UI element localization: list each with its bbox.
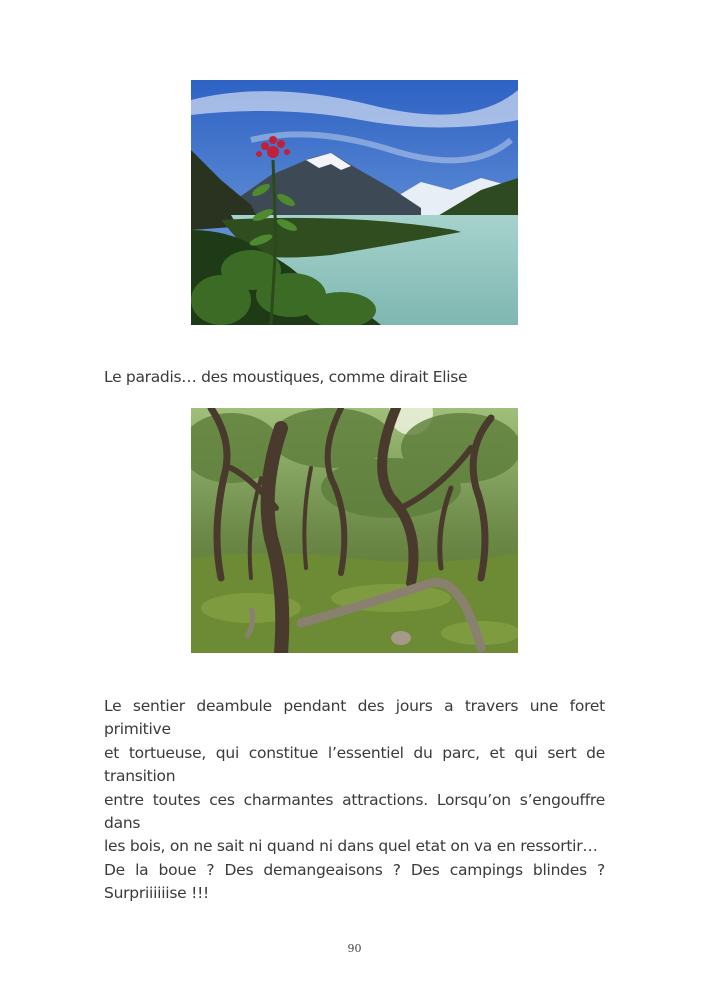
- body-line: les bois, on ne sait ni quand ni dans quel etat on va en ressortir…: [104, 837, 598, 856]
- body-line: Le sentier deambule pendant des jours a travers une foret primitive: [104, 697, 605, 739]
- forest-photo: [191, 408, 518, 653]
- body-line: et tortueuse, qui constitue l’essentiel du parc, et qui sert de transition: [104, 743, 605, 786]
- page-number: 90: [347, 942, 362, 955]
- lake-mountain-photo: [191, 80, 518, 325]
- forest-image: [191, 408, 518, 653]
- body-paragraph: [104, 695, 605, 906]
- lake-mountain-image: [191, 80, 518, 325]
- body-line: Surpriiiiiise !!!: [104, 884, 210, 903]
- body-line: entre toutes ces charmantes attractions. Lorsqu’on s’engouffre dans: [104, 790, 605, 833]
- body-line: De la boue ? Des demangeaisons ? Des campings blindes ?: [104, 860, 605, 879]
- photo-caption: Le paradis… des moustiques, comme dirait Elise: [104, 368, 468, 386]
